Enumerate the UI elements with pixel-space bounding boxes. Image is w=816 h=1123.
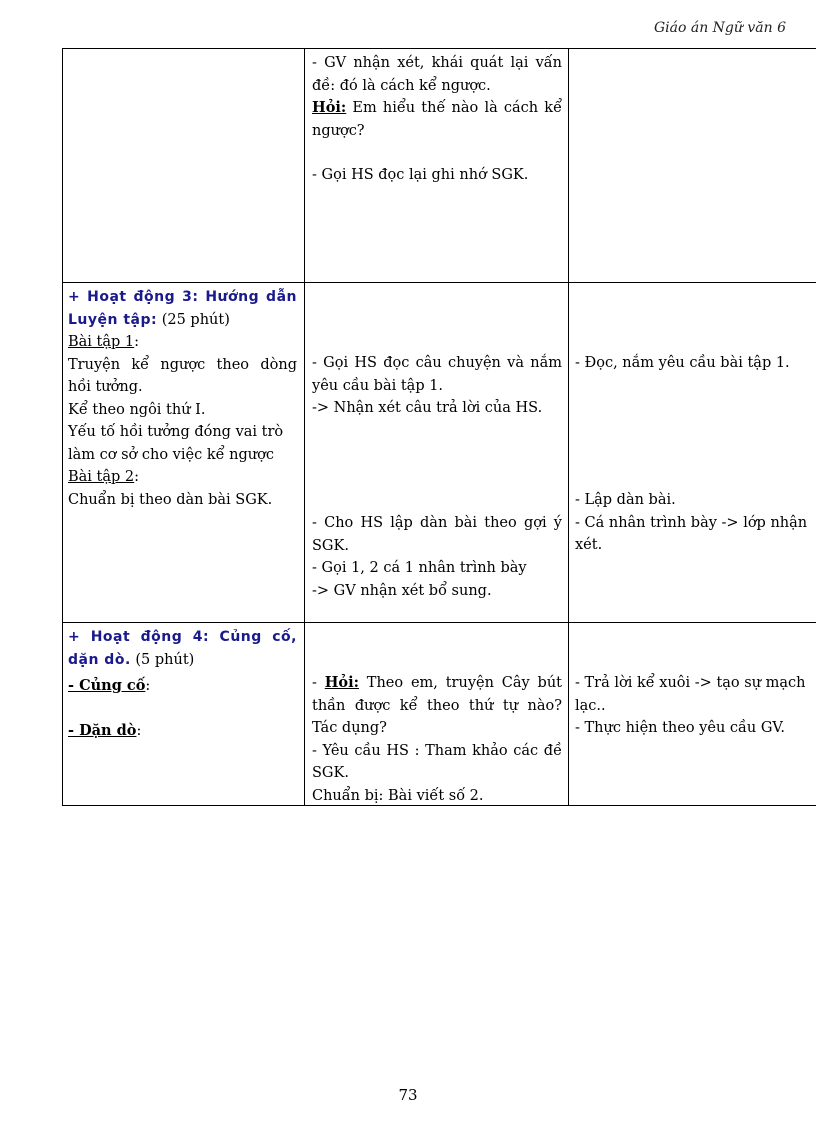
text-line: -> GV nhận xét bổ sung. [312, 582, 492, 599]
exercise-label: Bài tập 2: [68, 469, 140, 485]
text-line: Truyện kể ngược theo dòng hồi tưởng. [68, 356, 297, 395]
text-line: Kể theo ngôi thứ I. [68, 401, 206, 418]
text-line: - Trả lời kể xuôi -> tạo sự mạch lạc.. [575, 675, 806, 714]
activity-heading [68, 286, 297, 331]
text-line: - Cá nhân trình bày -> lớp nhận xét. [575, 514, 808, 553]
page-number: 73 [398, 1086, 418, 1104]
text-line: - Cho HS lập dàn bài theo gợi ý SGK. [312, 515, 562, 554]
question-label: Hỏi: [324, 674, 359, 691]
table-border-top [62, 48, 816, 49]
question-label: Hỏi: [312, 99, 347, 116]
activity-heading [68, 626, 297, 671]
row2-content-cell [68, 286, 297, 511]
row3-teacher-cell [312, 672, 562, 807]
table-border-left [62, 48, 63, 806]
row2-student-cell-a [575, 352, 811, 375]
row1-teacher-cell [312, 52, 562, 187]
activity-title: + Hoạt động 3: Hướng dẫn Luyện tập: [68, 289, 297, 328]
text-line: - Lập dàn bài. [575, 492, 676, 508]
question-text: Em hiểu thế nào là cách kể ngược? [312, 100, 562, 139]
activity-title: + Hoạt động 4: Củng cố, dặn dò. [68, 629, 297, 668]
activity-time: (5 phút) [135, 651, 195, 668]
text-line: - Gọi 1, 2 cá 1 nhân trình bày [312, 560, 527, 576]
question-text: Theo em, truyện Cây bút thần được kể theo thứ tự nào? Tác dụng? [312, 675, 562, 736]
column-divider [568, 48, 569, 806]
row3-student-cell [575, 672, 811, 740]
text-line: - Gọi HS đọc câu chuyện và nắm yêu cầu bài tập 1. [312, 355, 562, 394]
activity-time: (25 phút) [161, 311, 230, 328]
row2-student-cell-b [575, 489, 811, 557]
text-line: Chuẩn bị theo dàn bài SGK. [68, 491, 273, 508]
row2-teacher-cell-b [312, 512, 562, 602]
dan-do-label: - Dặn dò: [68, 721, 142, 739]
row2-teacher-cell-a [312, 352, 562, 420]
text-line: - Đọc, nắm yêu cầu bài tập 1. [575, 355, 790, 371]
text-line: - Yêu cầu HS : Tham khảo các đề SGK. [312, 742, 562, 781]
text-line: - Thực hiện theo yêu cầu GV. [575, 720, 785, 736]
text-line [312, 97, 562, 142]
text-line: - Gọi HS đọc lại ghi nhớ SGK. [312, 167, 529, 183]
text-line: Chuẩn bị: Bài viết số 2. [312, 787, 484, 804]
text-line: - GV nhận xét, khái quát lại vấn đề: đó là cách kể ngược. [312, 55, 562, 94]
text-line: - Hỏi: Theo em, truyện Cây bút thần được kể theo thứ tự nào? Tác dụng? [312, 674, 562, 736]
text-line: Yếu tố hồi tưởng đóng vai trò làm cơ sở cho việc kể ngược [68, 424, 284, 463]
column-divider [304, 48, 305, 806]
text-line: -> Nhận xét câu trả lời của HS. [312, 400, 543, 416]
row-divider [62, 282, 816, 283]
cung-co-label: - Củng cố: [68, 677, 151, 694]
exercise-label: Bài tập 1: [68, 334, 140, 350]
row-divider [62, 622, 816, 623]
page-header: Giáo án Ngữ văn 6 [653, 20, 786, 36]
row3-content-cell [68, 626, 297, 742]
